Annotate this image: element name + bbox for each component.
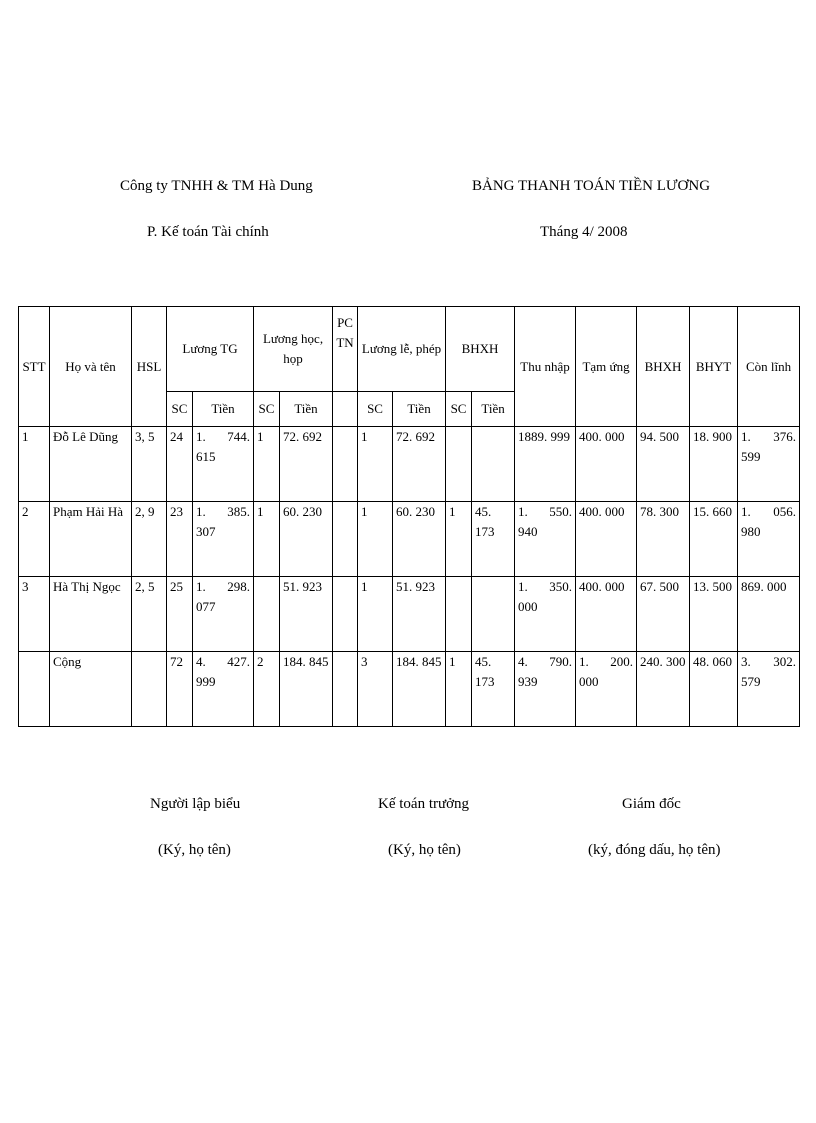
cell-hsl: 2, 9 xyxy=(132,502,167,577)
cell-con-linh: 869. 000 xyxy=(738,577,800,652)
cell-bhxh-sc: 1 xyxy=(446,652,472,727)
cell-bhxh-tien xyxy=(472,577,515,652)
cell-le-sc: 1 xyxy=(358,502,393,577)
header-hoc-tien: Tiền xyxy=(280,392,333,427)
cell-pctn xyxy=(333,577,358,652)
header-row-main xyxy=(19,307,800,392)
header-le-tien: Tiền xyxy=(393,392,446,427)
document-month: Tháng 4/ 2008 xyxy=(540,224,628,240)
header-bhyt: BHYT xyxy=(690,307,738,427)
cell-tg-sc: 24 xyxy=(167,427,193,502)
cell-bhxh-tien: 45. 173 xyxy=(472,652,515,727)
cell-tam-ung: 400. 000 xyxy=(576,577,637,652)
header-le-sc: SC xyxy=(358,392,393,427)
table-row xyxy=(19,577,800,652)
header-con-linh: Còn lĩnh xyxy=(738,307,800,427)
cell-hsl xyxy=(132,652,167,727)
cell-hoc-sc: 2 xyxy=(254,652,280,727)
header-stt: STT xyxy=(19,307,50,427)
payroll-table xyxy=(18,306,800,727)
cell-tg-sc: 25 xyxy=(167,577,193,652)
cell-con-linh: 1. 056. 980 xyxy=(738,502,800,577)
cell-thu-nhap: 1. 350. 000 xyxy=(515,577,576,652)
cell-hoc-sc: 1 xyxy=(254,427,280,502)
header-thu-nhap: Thu nhập xyxy=(515,307,576,427)
header-hoc-sc: SC xyxy=(254,392,280,427)
company-name: Công ty TNHH & TM Hà Dung xyxy=(120,178,313,194)
header-bhxh: BHXH xyxy=(637,307,690,427)
cell-bhxh-sc: 1 xyxy=(446,502,472,577)
cell-tg-tien: 1. 744. 615 xyxy=(193,427,254,502)
header-pctn-empty xyxy=(333,392,358,427)
cell-hoc-tien: 72. 692 xyxy=(280,427,333,502)
cell-bhyt: 13. 500 xyxy=(690,577,738,652)
cell-con-linh: 3. 302. 579 xyxy=(738,652,800,727)
cell-bhxh-sc xyxy=(446,427,472,502)
table-row-total xyxy=(19,652,800,727)
cell-le-sc: 3 xyxy=(358,652,393,727)
cell-thu-nhap: 1. 550. 940 xyxy=(515,502,576,577)
header-bhxh-tien: Tiền xyxy=(472,392,515,427)
cell-name: Hà Thị Ngọc xyxy=(50,577,132,652)
cell-pctn xyxy=(333,652,358,727)
cell-hoc-tien: 60. 230 xyxy=(280,502,333,577)
header-luong-tg: Lương TG xyxy=(167,307,254,392)
cell-stt: 2 xyxy=(19,502,50,577)
header-luong-le: Lương lễ, phép xyxy=(358,307,446,392)
cell-con-linh: 1. 376. 599 xyxy=(738,427,800,502)
preparer-note: (Ký, họ tên) xyxy=(158,842,231,858)
cell-bhxh-tien xyxy=(472,427,515,502)
cell-le-tien: 60. 230 xyxy=(393,502,446,577)
header-name: Họ và tên xyxy=(50,307,132,427)
chief-accountant-note: (Ký, họ tên) xyxy=(388,842,461,858)
cell-bhxh: 78. 300 xyxy=(637,502,690,577)
department-name: P. Kế toán Tài chính xyxy=(147,224,269,240)
cell-tg-sc: 72 xyxy=(167,652,193,727)
cell-bhxh-tien: 45. 173 xyxy=(472,502,515,577)
cell-stt xyxy=(19,652,50,727)
director-title: Giám đốc xyxy=(622,796,681,812)
table-row xyxy=(19,427,800,502)
cell-le-tien: 51. 923 xyxy=(393,577,446,652)
cell-bhxh: 94. 500 xyxy=(637,427,690,502)
header-pctn: PC TN xyxy=(333,307,358,392)
cell-bhyt: 15. 660 xyxy=(690,502,738,577)
director-note: (ký, đóng dấu, họ tên) xyxy=(588,842,721,858)
preparer-title: Người lập biểu xyxy=(150,796,241,812)
cell-tam-ung: 400. 000 xyxy=(576,427,637,502)
cell-thu-nhap: 4. 790. 939 xyxy=(515,652,576,727)
cell-tg-sc: 23 xyxy=(167,502,193,577)
cell-tg-tien: 1. 385. 307 xyxy=(193,502,254,577)
cell-name: Phạm Hải Hà xyxy=(50,502,132,577)
header-tg-tien: Tiền xyxy=(193,392,254,427)
payroll-rows xyxy=(19,427,800,727)
cell-bhyt: 48. 060 xyxy=(690,652,738,727)
header-luong-hoc: Lương học, họp xyxy=(254,307,333,392)
cell-tam-ung: 1. 200. 000 xyxy=(576,652,637,727)
chief-accountant-title: Kế toán trưởng xyxy=(378,796,470,812)
cell-name: Đỗ Lê Dũng xyxy=(50,427,132,502)
cell-thu-nhap: 1889. 999 xyxy=(515,427,576,502)
cell-stt: 3 xyxy=(19,577,50,652)
cell-hoc-tien: 51. 923 xyxy=(280,577,333,652)
cell-le-sc: 1 xyxy=(358,577,393,652)
header-bhxh-group: BHXH xyxy=(446,307,515,392)
table-row xyxy=(19,502,800,577)
cell-pctn xyxy=(333,427,358,502)
cell-hsl: 3, 5 xyxy=(132,427,167,502)
cell-hoc-tien: 184. 845 xyxy=(280,652,333,727)
header-tam-ung: Tạm ứng xyxy=(576,307,637,427)
cell-le-tien: 72. 692 xyxy=(393,427,446,502)
cell-hoc-sc: 1 xyxy=(254,502,280,577)
cell-stt: 1 xyxy=(19,427,50,502)
cell-name: Cộng xyxy=(50,652,132,727)
cell-bhxh: 67. 500 xyxy=(637,577,690,652)
cell-tg-tien: 1. 298. 077 xyxy=(193,577,254,652)
cell-tam-ung: 400. 000 xyxy=(576,502,637,577)
cell-le-sc: 1 xyxy=(358,427,393,502)
header-tg-sc: SC xyxy=(167,392,193,427)
header-hsl: HSL xyxy=(132,307,167,427)
cell-hoc-sc xyxy=(254,577,280,652)
cell-le-tien: 184. 845 xyxy=(393,652,446,727)
header-bhxh-sc: SC xyxy=(446,392,472,427)
document-title: BẢNG THANH TOÁN TIỀN LƯƠNG xyxy=(472,178,711,194)
cell-hsl: 2, 5 xyxy=(132,577,167,652)
cell-bhyt: 18. 900 xyxy=(690,427,738,502)
cell-tg-tien: 4. 427. 999 xyxy=(193,652,254,727)
cell-pctn xyxy=(333,502,358,577)
cell-bhxh: 240. 300 xyxy=(637,652,690,727)
cell-bhxh-sc xyxy=(446,577,472,652)
